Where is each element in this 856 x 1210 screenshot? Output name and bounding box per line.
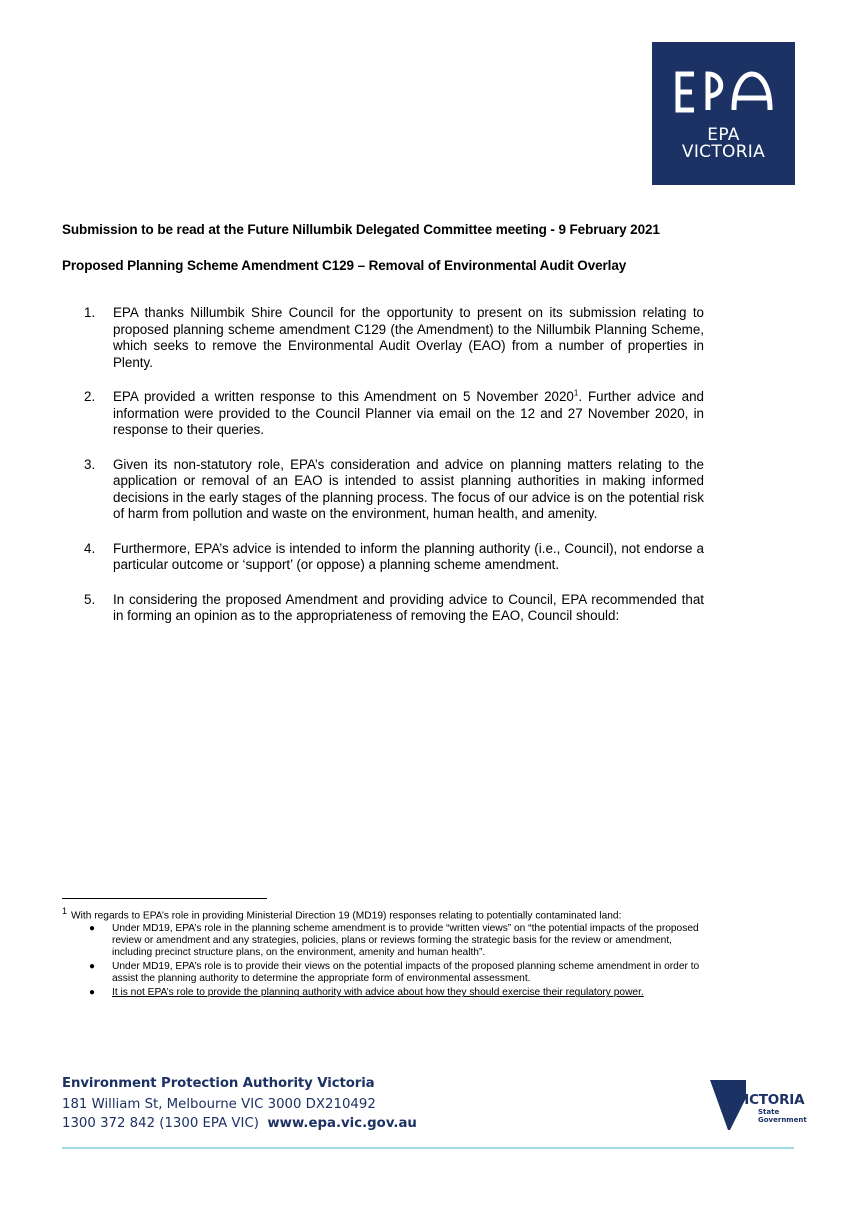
paragraph-item (84, 592, 704, 625)
paragraph-number: 2. (84, 389, 96, 404)
epa-victoria-logo (652, 42, 795, 185)
state-government-text (758, 1108, 807, 1124)
victoria-wordmark: VICTORIA (734, 1092, 805, 1108)
victoria-state-government-logo (708, 1078, 807, 1133)
epa-logo-mark-icon (674, 70, 774, 114)
footnote-bullet (62, 923, 712, 959)
paragraph-text: Given its non-statutory role, EPA’s consideration and advice on planning matters relating to the application or removal of an EAO is intended to assist planning authorities in making informed decisions in the early stages of the planning process. The focus of our advice is on the potential risk of harm from pollution and waste on the environment, human health, and amenity. (113, 456, 704, 521)
bullet-icon: ● (89, 987, 96, 999)
paragraph-text-part: . Further advice and information were provided to the Council Planner via email on the 12 and 27 November 2020, in response to their queries. (113, 389, 704, 437)
footnote-bullet (62, 987, 712, 999)
footer-address: 181 William St, Melbourne VIC 3000 DX210492 (62, 1097, 376, 1112)
paragraph-item (84, 541, 704, 574)
footnote (62, 905, 712, 1001)
footnote-bullet (62, 961, 712, 985)
footer-contact (62, 1116, 417, 1131)
paragraph-text (113, 389, 704, 437)
paragraph-text-part: EPA provided a written response to this Amendment on 5 November 2020 (113, 389, 574, 404)
state-text: State (758, 1108, 780, 1116)
logo-text-epa: EPA (707, 125, 740, 145)
paragraph-item (84, 389, 704, 439)
footnote-marker: 1 (62, 906, 68, 916)
meeting-heading: Submission to be read at the Future Nillumbik Delegated Committee meeting - 9 February 2021 (62, 222, 660, 237)
government-text: Government (758, 1116, 807, 1124)
paragraph-item (84, 457, 704, 523)
paragraph-number: 4. (84, 540, 96, 556)
paragraph-item (84, 305, 704, 371)
paragraph-number: 5. (84, 591, 96, 607)
footnote-separator (62, 898, 267, 899)
footer-website-link[interactable]: www.epa.vic.gov.au (267, 1116, 417, 1131)
paragraph-number: 3. (84, 456, 96, 472)
numbered-paragraph-list (84, 305, 704, 643)
bullet-icon: ● (89, 961, 96, 973)
logo-text-victoria: VICTORIA (681, 142, 766, 162)
footnote-reference[interactable]: 1 (573, 388, 579, 398)
footnote-bullet-text: Under MD19, EPA’s role in the planning scheme amendment is to provide “written views” on “the potential impacts of the proposed review or amendment and any strategies, policies, plans or reviews forming the strategic basis for the review or amendment, including precinct structure plans, on the environment, amenity and human health”. (112, 923, 699, 959)
bullet-icon: ● (89, 923, 96, 935)
footnote-bullet-list (62, 923, 712, 999)
footer-org-name: Environment Protection Authority Victoria (62, 1076, 375, 1091)
paragraph-text: EPA thanks Nillumbik Shire Council for the opportunity to present on its submission relating to proposed planning scheme amendment C129 (the Amendment) to the Nillumbik Planning Scheme, which seeks to remove the Environmental Audit Overlay (EAO) from a number of properties in Plenty. (113, 305, 704, 370)
paragraph-text: In considering the proposed Amendment and providing advice to Council, EPA recommended that in forming an opinion as to the appropriateness of removing the EAO, Council should: (113, 591, 704, 623)
paragraph-number: 1. (84, 305, 96, 320)
footnote-intro-text: With regards to EPA’s role in providing Ministerial Direction 19 (MD19) responses relating to potentially contaminated land: (71, 910, 622, 922)
amendment-heading: Proposed Planning Scheme Amendment C129 – Removal of Environmental Audit Overlay (62, 258, 627, 273)
footnote-bullet-text: It is not EPA’s role to provide the planning authority with advice about how they should exercise their regulatory power. (112, 987, 644, 999)
footer-divider (62, 1147, 794, 1149)
footer-phone: 1300 372 842 (1300 EPA VIC) (62, 1116, 259, 1131)
footnote-bullet-text: Under MD19, EPA’s role is to provide their views on the potential impacts of the proposed planning scheme amendment in order to assist the planning authority to determine the appropriate form of environmental assessment. (112, 961, 700, 985)
paragraph-text: Furthermore, EPA’s advice is intended to inform the planning authority (i.e., Council), not endorse a particular outcome or ‘support’ (or oppose) a planning scheme amendment. (113, 540, 704, 572)
footnote-intro (62, 905, 712, 922)
